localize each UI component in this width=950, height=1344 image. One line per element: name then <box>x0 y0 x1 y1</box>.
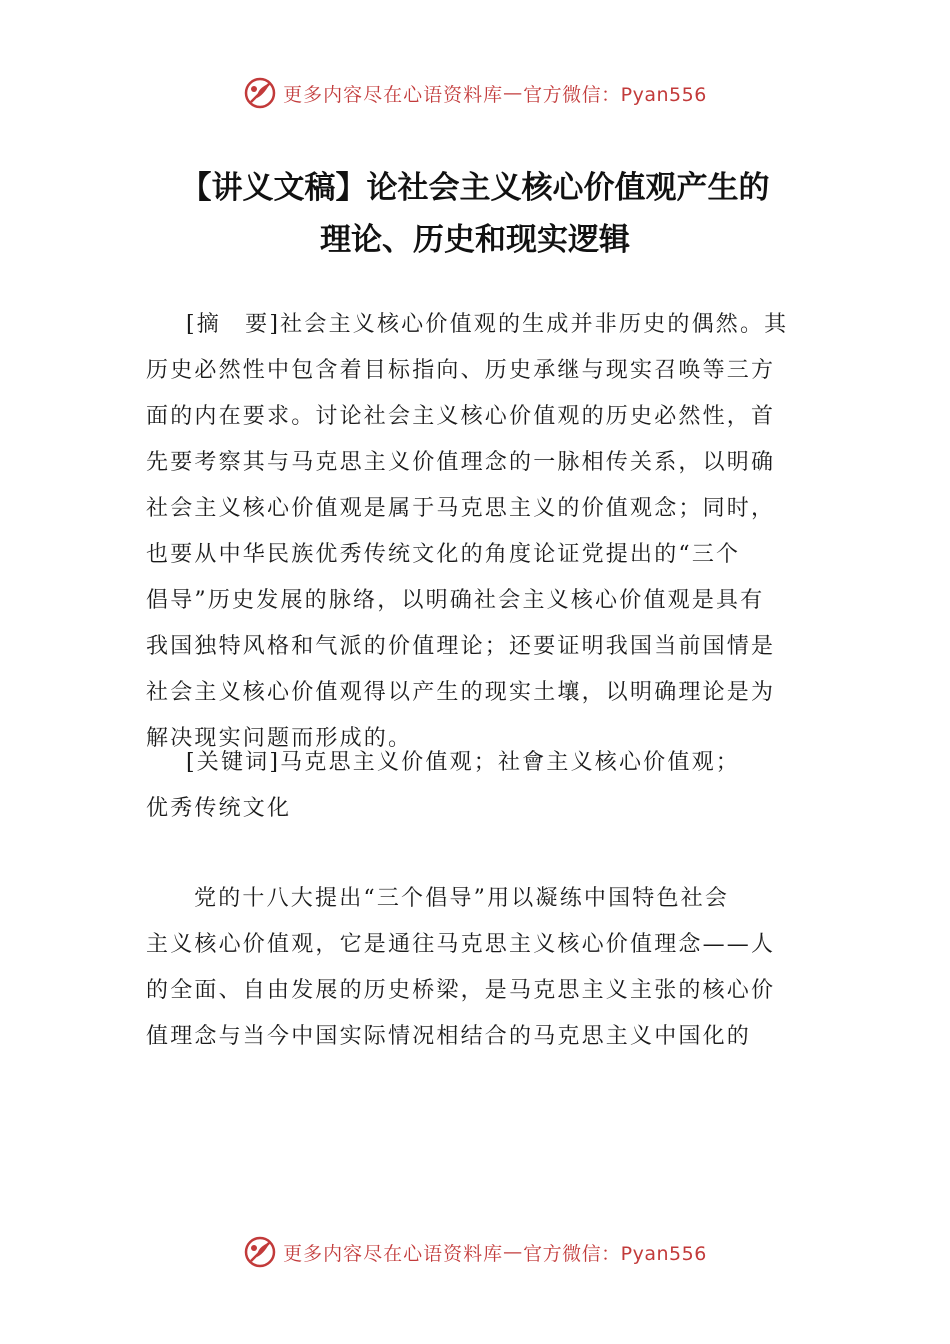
abstract-line: 先要考察其与马克思主义价值理念的一脉相传关系，以明确 <box>146 450 776 475</box>
document-title <box>0 162 950 266</box>
quill-logo-icon <box>243 1235 277 1269</box>
title-line-1: 【讲义文稿】论社会主义核心价值观产生的 <box>180 170 770 206</box>
abstract-line: 也要从中华民族优秀传统文化的角度论证党提出的“三个 <box>146 542 741 567</box>
watermark-contact: 官方微信：Pyan556 <box>523 83 707 106</box>
quill-logo-icon <box>243 76 277 110</box>
keywords-paragraph <box>146 740 806 832</box>
body-line: 党的十八大提出“三个倡导”用以凝练中国特色社会 <box>194 886 730 911</box>
abstract-line: 解决现实问题而形成的。 <box>146 726 413 751</box>
watermark-separator: — <box>503 82 524 104</box>
title-line-2: 理论、历史和现实逻辑 <box>320 222 630 258</box>
watermark-separator: — <box>503 1241 524 1263</box>
abstract-line: 面的内在要求。讨论社会主义核心价值观的历史必然性，首 <box>146 404 776 429</box>
watermark-text: 更多内容尽在心语资料库 <box>283 83 504 106</box>
abstract-line: [摘 要]社会主义核心价值观的生成并非历史的偶然。其 <box>186 312 789 337</box>
keywords-line: 优秀传统文化 <box>146 796 292 821</box>
abstract-line: 社会主义核心价值观得以产生的现实土壤，以明确理论是为 <box>146 680 776 705</box>
keywords-line: [关键词]马克思主义价值观；社會主义核心价值观； <box>186 750 740 775</box>
header-watermark <box>0 73 950 113</box>
body-line: 的全面、自由发展的历史桥梁，是马克思主义主张的核心价 <box>146 978 776 1003</box>
body-line: 值理念与当今中国实际情况相结合的马克思主义中国化的 <box>146 1024 752 1049</box>
abstract-line: 社会主义核心价值观是属于马克思主义的价值观念；同时， <box>146 496 776 521</box>
body-line: 主义核心价值观，它是通往马克思主义核心价值理念——人 <box>146 932 776 957</box>
watermark-text: 更多内容尽在心语资料库 <box>283 1242 504 1265</box>
footer-watermark <box>0 1232 950 1272</box>
abstract-line: 我国独特风格和气派的价值理论；还要证明我国当前国情是 <box>146 634 776 659</box>
watermark-contact: 官方微信：Pyan556 <box>523 1242 707 1265</box>
abstract-line: 历史必然性中包含着目标指向、历史承继与现实召唤等三方 <box>146 358 776 383</box>
body-paragraph <box>146 876 806 1060</box>
abstract-paragraph <box>146 302 806 762</box>
abstract-line: 倡导”历史发展的脉络，以明确社会主义核心价值观是具有 <box>146 588 765 613</box>
